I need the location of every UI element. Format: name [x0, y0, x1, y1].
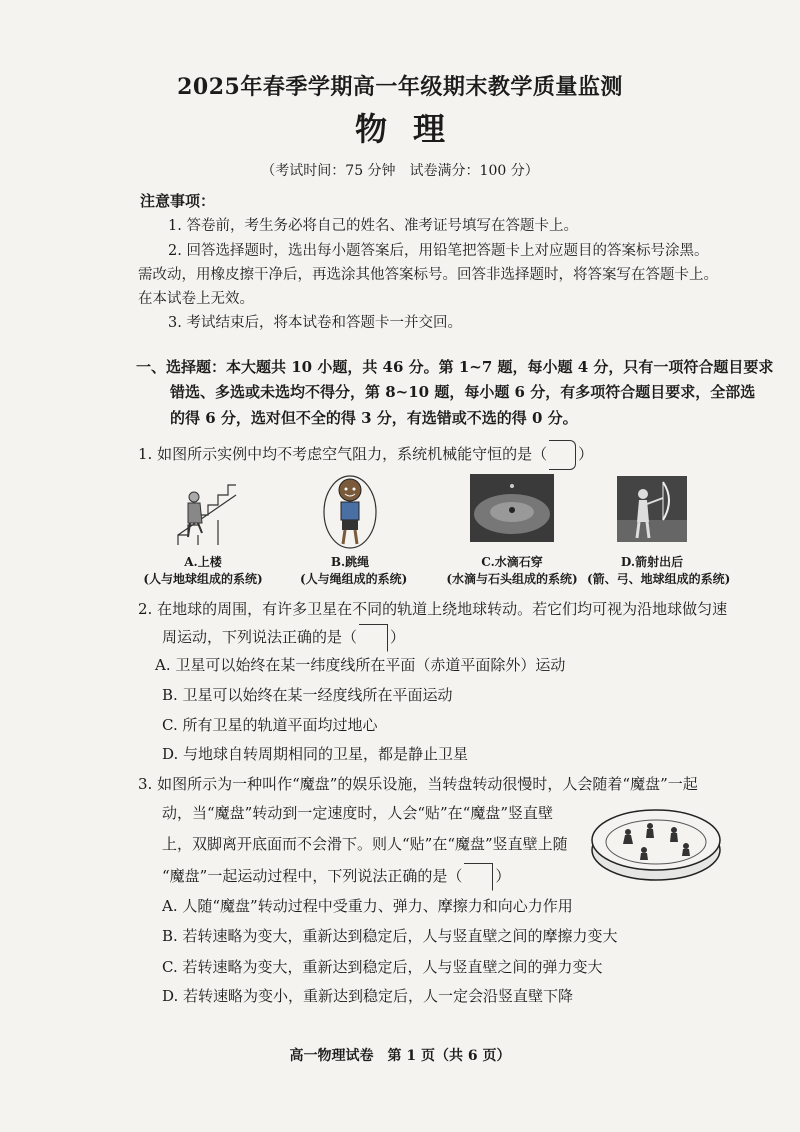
- figure-c-label: C.水滴石穿: [481, 555, 543, 569]
- q2-option-d: D. 与地球自转周期相同的卫星，都是静止卫星: [162, 745, 469, 763]
- note-line: 2. 回答选择题时，选出每小题答案后，用铅笔把答题卡上对应题目的答案标号涂黑。: [168, 243, 709, 259]
- question-3-stem-cont: “魔盘”一起运动过程中，下列说法正确的是（ ）: [162, 863, 510, 891]
- q2-option-c: C. 所有卫星的轨道平面均过地心: [162, 716, 378, 734]
- note-line: 3. 考试结束后，将本试卷和答题卡一并交回。: [168, 315, 462, 331]
- answer-bracket: [359, 624, 388, 652]
- note-line: 需改动，用橡皮擦干净后，再选涂其他答案标号。回答非选择题时，将答案写在答题卡上。: [138, 267, 718, 283]
- jump-rope-figure: [320, 472, 380, 550]
- figure-a-label: A.上楼: [184, 555, 222, 569]
- section-heading: 一、选择题：本大题共 10 小题，共 46 分。第 1~7 题，每小题 4 分，只有一项符合题目要求: [136, 358, 774, 376]
- section-line: 的得 6 分，选对但不全的得 3 分，有选错或不选的得 0 分。: [170, 409, 578, 427]
- question-2-stem-cont: 周运动，下列说法正确的是（ ）: [162, 624, 405, 652]
- q3-option-a: A. 人随“魔盘”转动过程中受重力、弹力、摩擦力和向心力作用: [162, 897, 573, 915]
- section-line: 错选、多选或未选均不得分，第 8~10 题，每小题 6 分，有多项符合题目要求，全部选: [170, 383, 756, 401]
- figure-b-sub: (人与绳组成的系统): [300, 572, 408, 586]
- question-3-stem-cont: 动，当“魔盘”转动到一定速度时，人会“贴”在“魔盘”竖直壁: [162, 804, 554, 822]
- q3-option-b: B. 若转速略为变大，重新达到稳定后，人与竖直壁之间的摩擦力变大: [162, 927, 618, 945]
- exam-title: 2025年春季学期高一年级期末教学质量监测: [177, 74, 623, 100]
- q2-option-a: A. 卫星可以始终在某一纬度线所在平面（赤道平面除外）运动: [155, 656, 566, 674]
- figure-c-sub: (水滴与石头组成的系统): [446, 572, 578, 586]
- archer-figure: [617, 476, 687, 542]
- exam-meta: （考试时间：75 分钟 试卷满分：100 分）: [261, 163, 539, 179]
- note-line: 在本试卷上无效。: [138, 291, 254, 307]
- notes-heading: 注意事项：: [140, 192, 216, 210]
- page-footer: 高一物理试卷 第 1 页（共 6 页）: [289, 1048, 511, 1064]
- question-3-stem-cont: 上，双脚离开底面而不会滑下。则人“贴”在“魔盘”竖直壁上随: [162, 835, 568, 853]
- q3-option-c: C. 若转速略为变大，重新达到稳定后，人与竖直壁之间的弹力变大: [162, 958, 603, 976]
- question-1-stem: 1. 如图所示实例中均不考虑空气阻力，系统机械能守恒的是（ ）: [138, 440, 593, 470]
- magic-disk-figure: [588, 800, 724, 884]
- figure-d-sub: (箭、弓、地球组成的系统): [587, 572, 731, 586]
- water-stone-figure: [470, 474, 554, 542]
- answer-bracket: [464, 863, 493, 891]
- question-2-stem: 2. 在地球的周围，有许多卫星在不同的轨道上绕地球转动。若它们均可视为沿地球做匀速: [138, 600, 728, 618]
- subject-title: 物理: [354, 110, 471, 148]
- figure-b-label: B.跳绳: [330, 555, 370, 569]
- note-line: 1. 答卷前，考生务必将自己的姓名、准考证号填写在答题卡上。: [168, 218, 578, 234]
- figure-d-label: D.箭射出后: [620, 555, 684, 569]
- stairs-figure: [168, 475, 238, 547]
- q2-option-b: B. 卫星可以始终在某一经度线所在平面运动: [162, 686, 453, 704]
- answer-bracket: [549, 440, 576, 470]
- figure-a-sub: (人与地球组成的系统): [143, 572, 263, 586]
- question-3-stem: 3. 如图所示为一种叫作“魔盘”的娱乐设施，当转盘转动很慢时，人会随着“魔盘”一起: [138, 775, 698, 793]
- q3-option-d: D. 若转速略为变小，重新达到稳定后，人一定会沿竖直壁下降: [162, 987, 574, 1005]
